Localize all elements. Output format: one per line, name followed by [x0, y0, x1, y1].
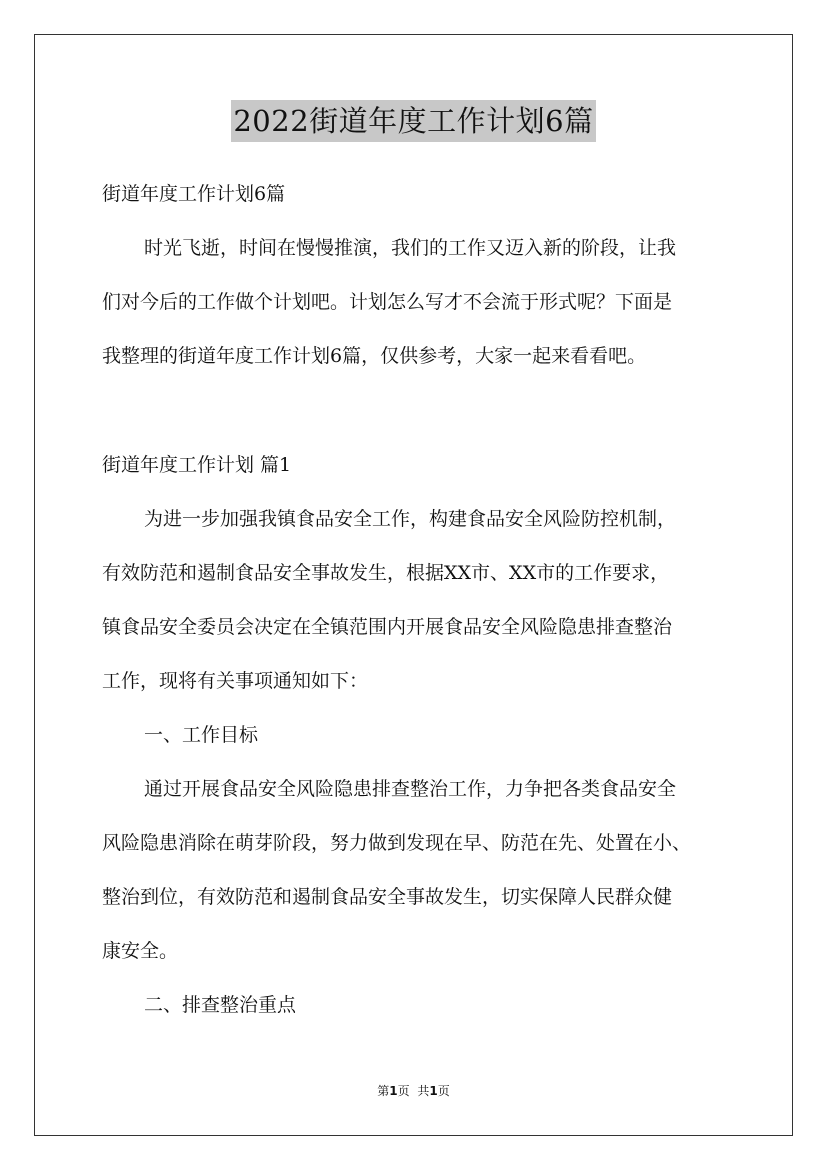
footer-total-prefix: 共 — [417, 1084, 430, 1098]
intro-line-2: 们对今后的工作做个计划吧。计划怎么写才不会流于形式呢？下面是 — [102, 291, 673, 313]
page-footer — [0, 1083, 827, 1099]
document-title: 2022街道年度工作计划6篇 — [231, 100, 595, 142]
goal-line-4: 康安全。 — [102, 940, 179, 962]
focus-heading: 二、排查整治重点 — [144, 994, 297, 1016]
goal-heading: 一、工作目标 — [144, 724, 259, 746]
goal-line-2: 风险隐患消除在萌芽阶段，努力做到发现在早、防范在先、处置在小、 — [102, 832, 692, 854]
footer-total-suffix: 页 — [437, 1084, 450, 1098]
footer-total-number: 1 — [429, 1084, 438, 1098]
section1-line-3: 镇食品安全委员会决定在全镇范围内开展食品安全风险隐患排查整治 — [102, 616, 673, 638]
intro-line-3: 我整理的街道年度工作计划6篇，仅供参考，大家一起来看看吧。 — [102, 345, 647, 367]
section1-line-1: 为进一步加强我镇食品安全工作，构建食品安全风险防控机制， — [144, 508, 677, 530]
section1-line-4: 工作，现将有关事项通知如下： — [102, 670, 369, 692]
footer-page-prefix: 第 — [377, 1084, 390, 1098]
footer-page-number: 1 — [389, 1084, 398, 1098]
goal-line-1: 通过开展食品安全风险隐患排查整治工作，力争把各类食品安全 — [144, 778, 677, 800]
subtitle: 街道年度工作计划6篇 — [102, 183, 286, 205]
goal-line-3: 整治到位，有效防范和遏制食品安全事故发生，切实保障人民群众健 — [102, 886, 673, 908]
footer-page-suffix: 页 — [397, 1084, 410, 1098]
title-container — [0, 100, 827, 142]
section-heading-1: 街道年度工作计划 篇1 — [102, 454, 292, 476]
intro-line-1: 时光飞逝，时间在慢慢推演，我们的工作又迈入新的阶段，让我 — [144, 237, 677, 259]
section1-line-2: 有效防范和遏制食品安全事故发生，根据XX市、XX市的工作要求， — [102, 562, 670, 584]
